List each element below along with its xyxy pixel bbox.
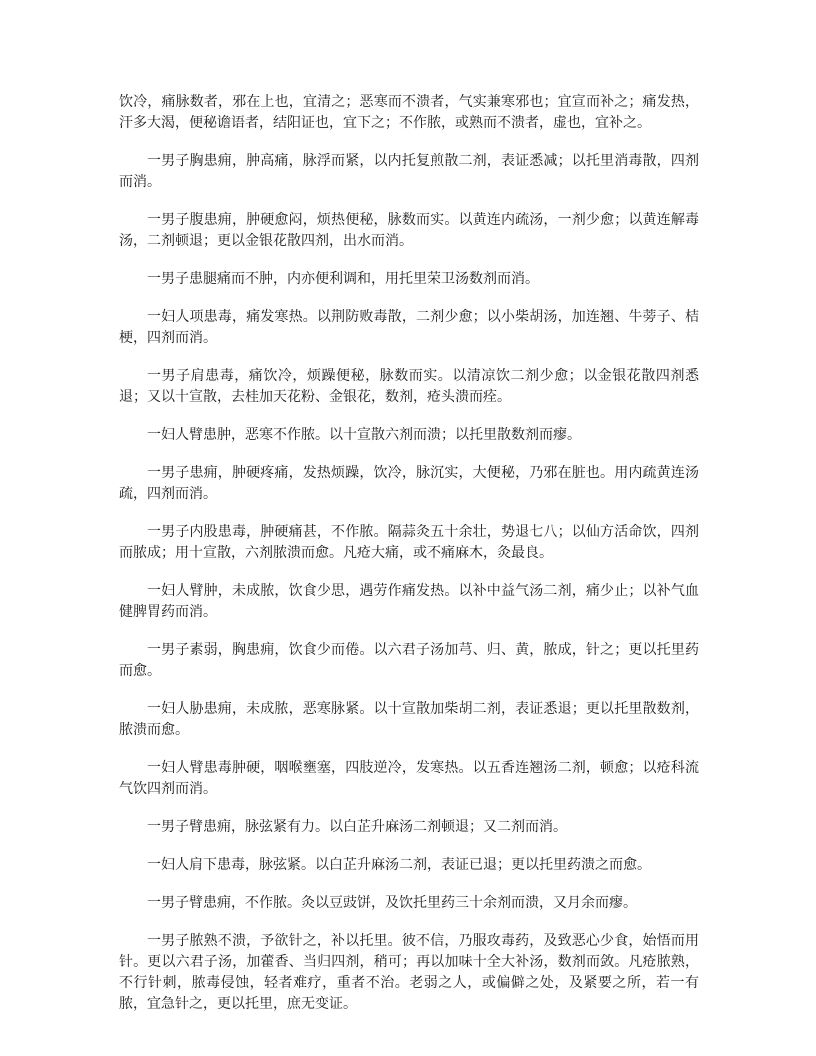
paragraph-3: 一男子腹患痈，肿硬愈闷，烦热便秘，脉数而实。以黄连内疏汤，一剂少愈；以黄连解毒汤，二剂顿退；更以金银花散四剂，出水而消。 [119,212,699,249]
paragraph-13: 一妇人臂患毒肿硬，咽喉壅塞，四肢逆冷，发寒热。以五香连翘汤二剂，顿愈；以疮科流气饮四剂而消。 [119,760,699,797]
paragraph-6: 一男子肩患毒，痛饮冷，烦躁便秘，脉数而实。以清凉饮二剂少愈；以金银花散四剂悉退；又以十宣散，去桂加天花粉、金银花，数剂，疮头溃而痊。 [119,368,699,405]
document-body [119,92,699,1032]
paragraph-10: 一妇人臂肿，未成脓，饮食少思，遇劳作痛发热。以补中益气汤二剂，痛少止；以补气血健脾胃药而消。 [119,583,699,620]
paragraph-11: 一男子素弱，胸患痈，饮食少而倦。以六君子汤加芎、归、黄，脓成，针之；更以托里药而愈。 [119,642,699,679]
paragraph-17: 一男子脓熟不溃，予欲针之，补以托里。彼不信，乃服攻毒药，及致恶心少食，始悟而用针。更以六君子汤，加藿香、当归四剂，稍可；再以加味十全大补汤，数剂而敛。凡疮脓熟，不行针刺，脓毒侵蚀，轻者难疗，重者不治。老弱之人，或偏僻之处，及紧要之所，若一有脓，宜急针之，更以托里，庶无变证。 [119,933,699,1012]
paragraph-15: 一妇人肩下患毒，脉弦紧。以白芷升麻汤二剂，表证已退；更以托里药溃之而愈。 [147,857,651,873]
paragraph-16: 一男子臂患痈，不作脓。灸以豆豉饼，及饮托里药三十余剂而溃，又月余而瘳。 [147,895,637,911]
paragraph-7: 一妇人臂患肿，恶寒不作脓。以十宣散六剂而溃；以托里散数剂而瘳。 [147,427,581,443]
paragraph-8: 一男子患痈，肿硬疼痛，发热烦躁，饮冷，脉沉实，大便秘，乃邪在脏也。用内疏黄连汤疏，四剂而消。 [119,465,699,502]
paragraph-2: 一男子胸患痈，肿高痛，脉浮而紧，以内托复煎散二剂，表证悉减；以托里消毒散，四剂而消。 [119,153,699,190]
paragraph-14: 一男子臂患痈，脉弦紧有力。以白芷升麻汤二剂顿退；又二剂而消。 [147,819,567,835]
paragraph-4: 一男子患腿痛而不肿，内亦便利调和，用托里荣卫汤数剂而消。 [147,271,539,287]
paragraph-12: 一妇人胁患痈，未成脓，恶寒脉紧。以十宣散加柴胡二剂，表证悉退；更以托里散数剂，脓溃而愈。 [119,701,699,738]
paragraph-1: 饮冷，痛脉数者，邪在上也，宜清之；恶寒而不溃者，气实兼寒邪也；宜宣而补之；痛发热，汗多大渴，便秘谵语者，结阳证也，宜下之；不作脓，或熟而不溃者，虚也，宜补之。 [119,94,699,131]
paragraph-5: 一妇人项患毒，痛发寒热。以荆防败毒散，二剂少愈；以小柴胡汤，加连翘、牛蒡子、桔梗，四剂而消。 [119,309,699,346]
paragraph-9: 一男子内股患毒，肿硬痛甚，不作脓。隔蒜灸五十余壮，势退七八；以仙方活命饮，四剂而脓成；用十宣散，六剂脓溃而愈。凡疮大痛，或不痛麻木，灸最良。 [119,524,699,561]
